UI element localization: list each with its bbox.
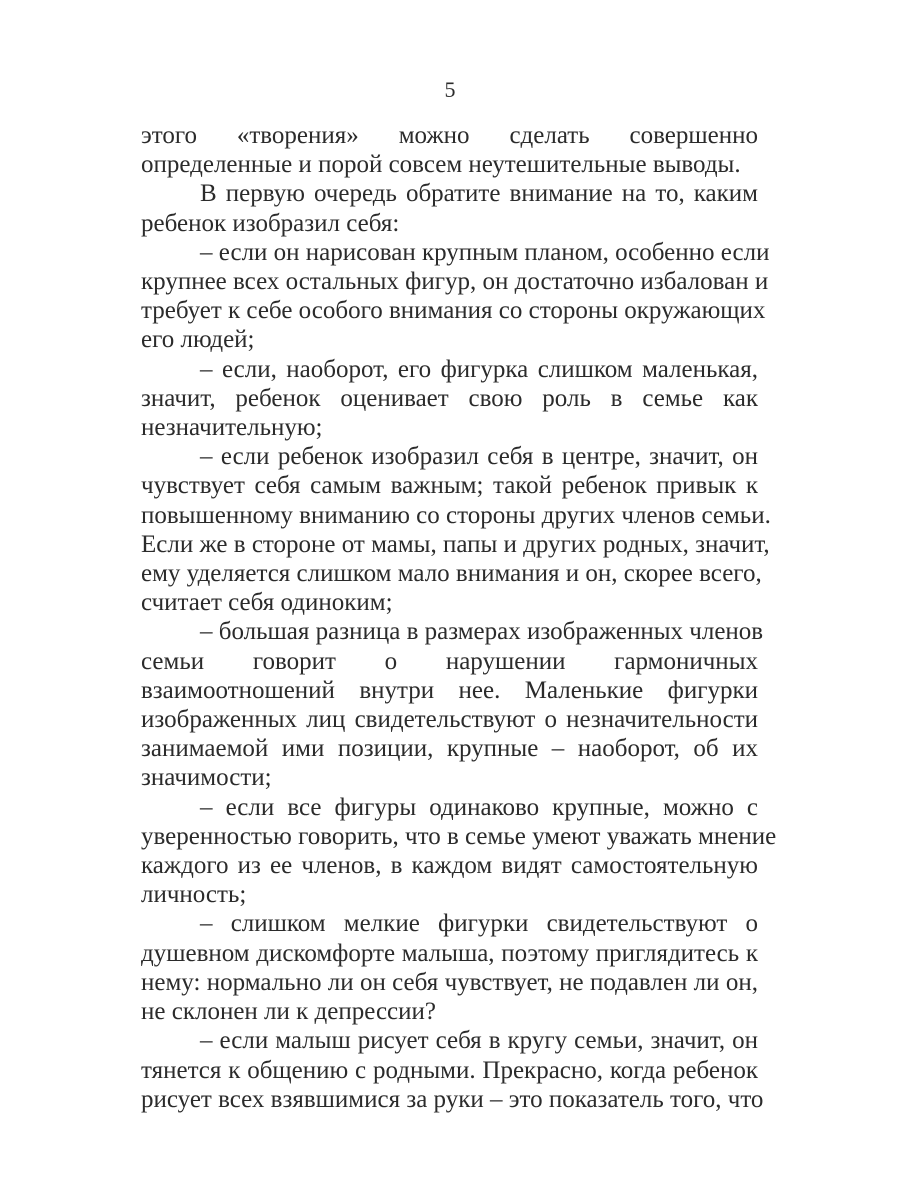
text-line: личность; xyxy=(141,881,247,909)
text-line: требует к себе особого внимания со стороны окружающих xyxy=(141,297,766,325)
text-line: семьи говорит о нарушении гармоничных xyxy=(141,647,758,675)
text-line: чувствует себя самым важным; такой ребенок привык к xyxy=(141,472,758,500)
text-line: взаимоотношений внутри нее. Маленькие фигурки xyxy=(141,676,758,704)
text-line: значит, ребенок оценивает свою роль в семье как xyxy=(141,384,758,412)
text-line: повышенному вниманию со стороны других членов семьи. xyxy=(141,501,771,529)
text-line: рисует всех взявшимися за руки – это показатель того, что xyxy=(141,1085,764,1113)
text-line: – если малыш рисует себя в кругу семьи, значит, он xyxy=(200,1027,758,1055)
text-line: крупнее всех остальных фигур, он достаточно избалован и xyxy=(141,268,769,296)
text-line: – если он нарисован крупным планом, особенно если xyxy=(200,238,770,266)
text-line: – если ребенок изобразил себя в центре, значит, он xyxy=(200,443,758,471)
text-line: считает себя одиноким; xyxy=(141,589,393,617)
text-line: не склонен ли к депрессии? xyxy=(141,998,437,1026)
text-line: его людей; xyxy=(141,326,255,354)
text-line: – если все фигуры одинаково крупные, можно с xyxy=(200,793,758,821)
body-text xyxy=(141,121,777,1114)
text-line: – слишком мелкие фигурки свидетельствуют о xyxy=(200,910,758,938)
text-line: занимаемой ими позиции, крупные – наоборот, об их xyxy=(141,735,758,763)
text-line: незначительную; xyxy=(141,414,323,442)
page-number: 5 xyxy=(444,77,456,102)
text-line: этого «творения» можно сделать совершенно xyxy=(141,122,758,149)
text-line: ему уделяется слишком мало внимания и он, скорее всего, xyxy=(141,560,762,588)
text-line: изображенных лиц свидетельствуют о незначительности xyxy=(141,706,758,734)
text-line: – большая разница в размерах изображенных членов xyxy=(200,618,764,646)
text-line: каждого из ее членов, в каждом видят самостоятельную xyxy=(141,852,758,880)
text-line: значимости; xyxy=(141,764,272,792)
text-line: В первую очередь обратите внимание на то, каким xyxy=(200,180,758,208)
text-line: тянется к общению с родными. Прекрасно, когда ребенок xyxy=(141,1056,758,1084)
text-line: душевном дискомфорте малыша, поэтому приглядитесь к xyxy=(141,939,758,967)
text-line: нему: нормально ли он себя чувствует, не подавлен ли он, xyxy=(141,968,758,996)
text-line: уверенностью говорить, что в семье умеют уважать мнение xyxy=(141,822,777,850)
text-line: ребенок изобразил себя: xyxy=(141,209,400,237)
text-line: – если, наоборот, его фигурка слишком маленькая, xyxy=(200,355,758,383)
text-line: Если же в стороне от мамы, папы и других родных, значит, xyxy=(141,530,770,558)
text-line: определенные и порой совсем неутешительные выводы. xyxy=(141,151,741,179)
